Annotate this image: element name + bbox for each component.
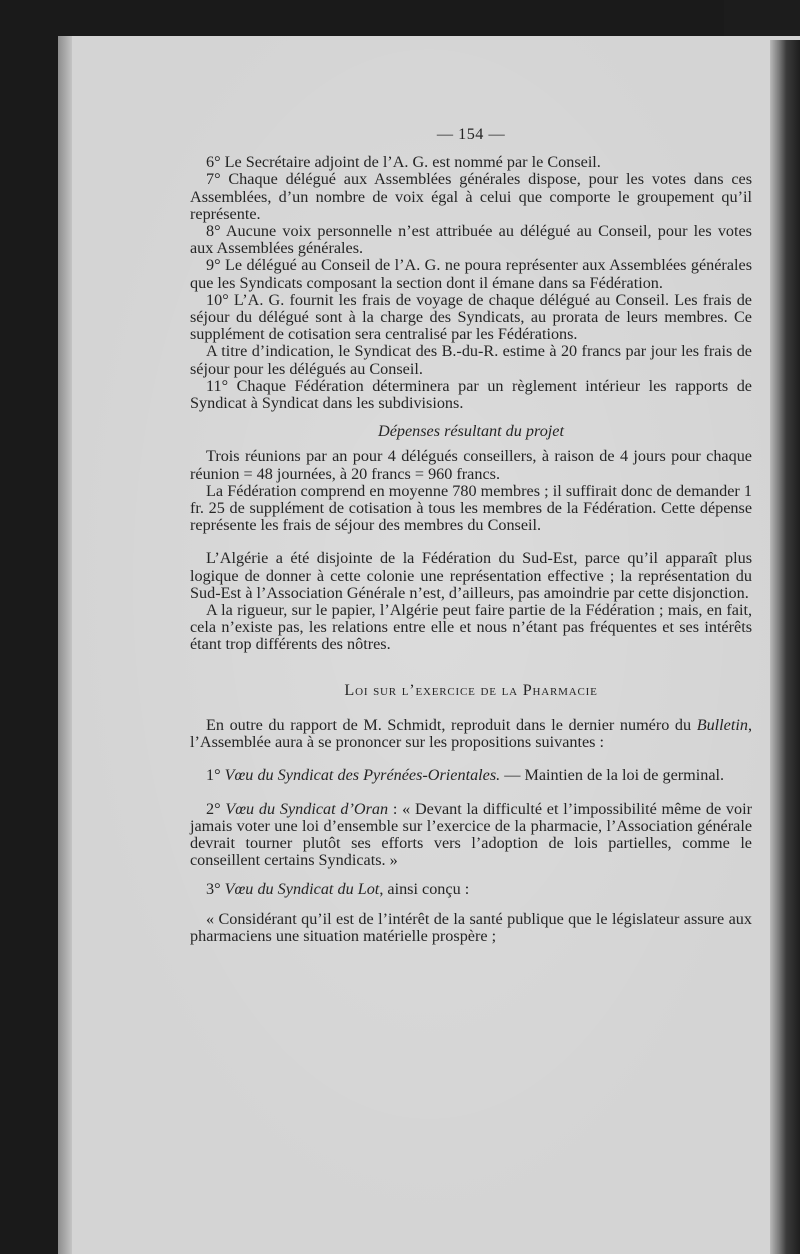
voeu-number: 2° [206, 799, 226, 818]
voeu-item [190, 767, 752, 784]
paragraph: 8° Aucune voix personnelle n’est attribuée au délégué au Conseil, pour les votes aux Assemblées générales. [190, 222, 752, 258]
voeu-item [190, 801, 752, 870]
paragraph: 9° Le délégué au Conseil de l’A. G. ne poura représenter aux Assemblées générales que les Syndicats composant la section dont il émane dans sa Fédération. [190, 256, 752, 292]
voeu-number: 3° [206, 880, 225, 899]
paragraph: La Fédération comprend en moyenne 780 membres ; il suffirait donc de demander 1 fr. 25 de supplément de cotisation à tous les membres de la Fédération. Cette dépense représente les frais de séjour des membres du Conseil. [190, 481, 752, 535]
page-edges-gutter [770, 40, 800, 1254]
voeu-text: , ainsi conçu : [379, 880, 470, 899]
paragraph: Trois réunions par an pour 4 délégués conseillers, à raison de 4 jours pour chaque réunion = 48 journées, à 20 francs = 960 francs. [190, 447, 752, 483]
voeu-item [190, 881, 752, 898]
page-binding-edge [58, 36, 72, 1254]
paragraph: L’Algérie a été disjointe de la Fédération du Sud-Est, parce qu’il apparaît plus logique de donner à cette colonie une représentation effective ; la représentation du Sud-Est à l’Association Générale n’est, d’ailleurs, pas amoindrie par cette disjonction. [190, 549, 752, 602]
section-title: Loi sur l’exercice de la Pharmacie [344, 680, 598, 699]
voeu-text: — Maintien de la loi de germinal. [500, 766, 725, 785]
subheading-depenses: Dépenses résultant du projet [378, 422, 564, 441]
page-text [190, 126, 752, 945]
scan-background [724, 0, 800, 40]
voeu-number: 1° [206, 766, 225, 785]
paragraph: 11° Chaque Fédération déterminera par un règlement intérieur les rapports de Syndicat à Syndicat dans les subdivisions. [190, 376, 752, 413]
page-number: — 154 — [436, 125, 506, 143]
paragraph: A la rigueur, sur le papier, l’Algérie peut faire partie de la Fédération ; mais, en fait, cela n’existe pas, les relations entre elle et nous n’étant pas fréquentes et ses intérêts étant trop différents des nôtres. [190, 601, 752, 654]
intro-text: En outre du rapport de M. Schmidt, reproduit dans le dernier numéro du [206, 715, 697, 734]
voeu-title: Vœu du Syndicat d’Oran [225, 799, 389, 818]
voeu-title: Vœu du Syndicat du Lot [224, 880, 380, 899]
intro-italic: Bulletin [696, 715, 748, 734]
voeu-text: : « Devant la difficulté et l’impossibilité même de voir jamais voter une loi d’ensemble sur l’exercice de la pharmacie, l’Association générale devrait tourner plutôt ses efforts vers l’adoption de lois partielles, comme le conseillent certains Syndicats. » [190, 799, 753, 870]
quote-paragraph: « Considérant qu’il est de l’intérêt de la santé publique que le législateur assure aux pharmaciens une situation matérielle prospère ; [190, 909, 752, 945]
intro-text-end: , l’Assemblée aura à se prononcer sur les propositions suivantes : [190, 715, 752, 752]
paragraph-intro [190, 717, 752, 751]
paragraph: 6° Le Secrétaire adjoint de l’A. G. est nommé par le Conseil. [206, 153, 601, 172]
paragraph: A titre d’indication, le Syndicat des B.-du-R. estime à 20 francs par jour les frais de séjour pour les délégués au Conseil. [190, 342, 752, 378]
paragraph: 10° L’A. G. fournit les frais de voyage de chaque délégué au Conseil. Les frais de séjour du délégué sont à la charge des Syndicats, au prorata de leurs membres. Ce supplément de cotisation sera centralisé par les Fédérations. [190, 290, 752, 344]
paragraph: 7° Chaque délégué aux Assemblées générales dispose, pour les votes dans ces Assemblées, d’un nombre de voix égal à celui que comporte le groupement qu’il représente. [190, 170, 752, 223]
voeu-title: Vœu du Syndicat des Pyrénées-Orientales. [224, 766, 501, 785]
